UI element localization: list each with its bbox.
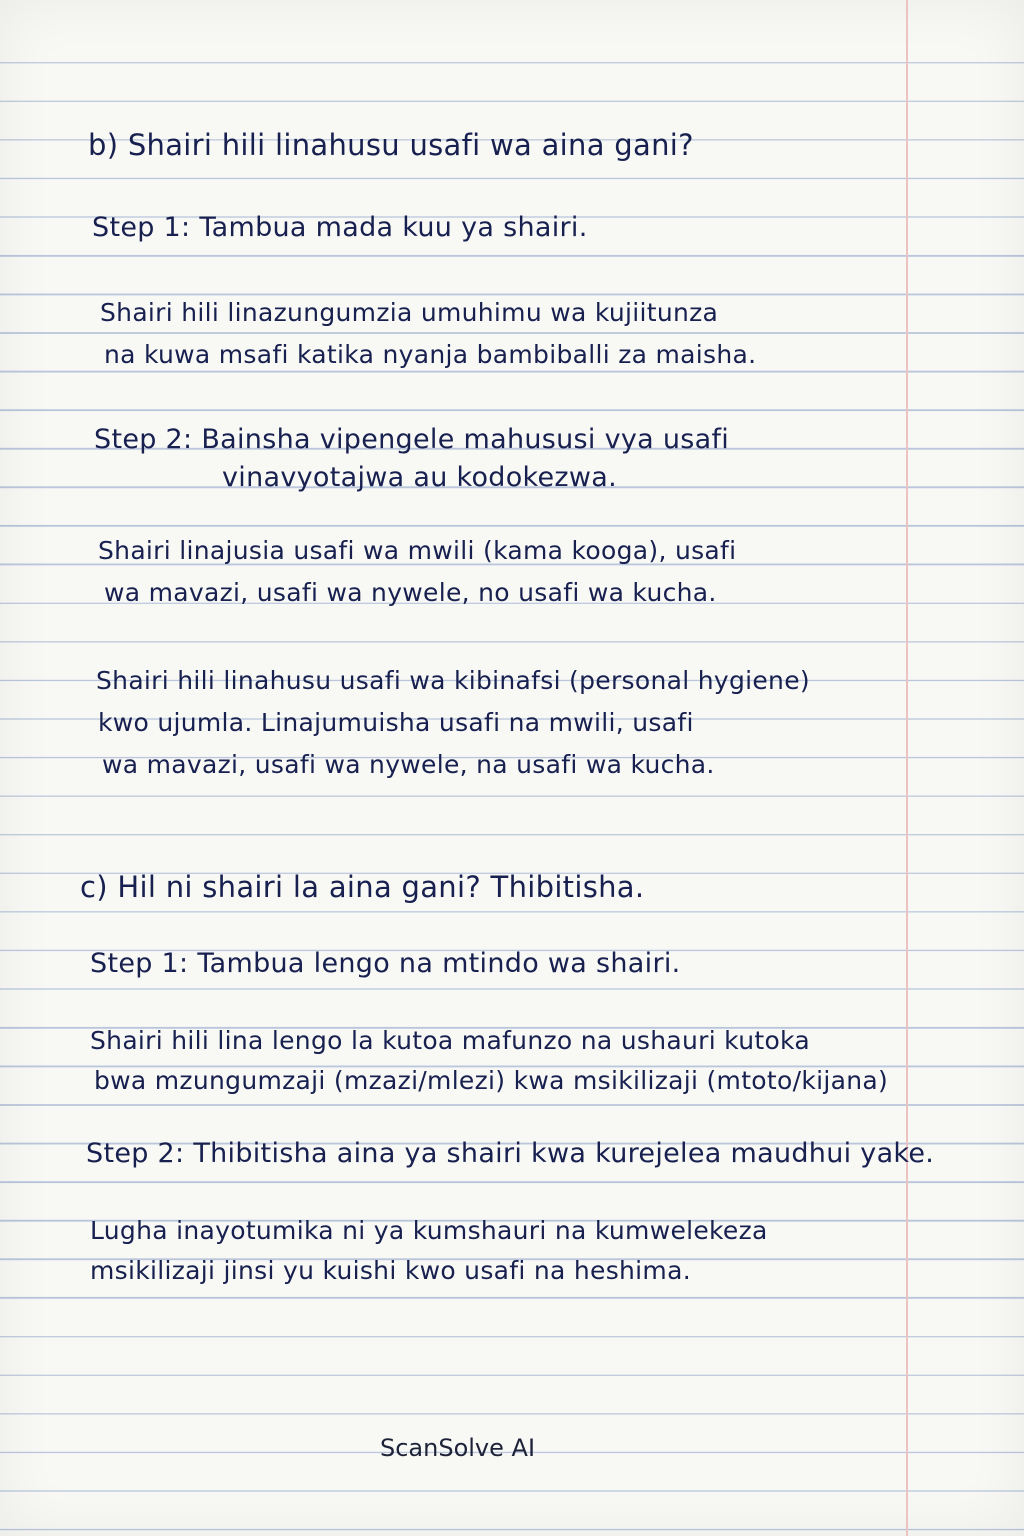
b-answer-line2: kwo ujumla. Linajumuisha usafi na mwili, usafi <box>98 708 694 737</box>
b-step2-label-cont: vinavyotajwa au kodokezwa. <box>222 462 618 493</box>
b-step2-line1: Shairi linajusia usafi wa mwili (kama kooga), usafi <box>98 536 737 565</box>
brand-footer: ScanSolve AI <box>380 1434 536 1462</box>
b-answer-line3: wa mavazi, usafi wa nywele, na usafi wa kucha. <box>102 750 715 779</box>
b-step1-label: Step 1: Tambua mada kuu ya shairi. <box>92 212 588 243</box>
question-c: c) Hil ni shairi la aina gani? Thibitisha. <box>80 870 645 904</box>
c-step2-line2: msikilizaji jinsi yu kuishi kwo usafi na heshima. <box>90 1256 691 1285</box>
b-step2-label: Step 2: Bainsha vipengele mahususi vya usafi <box>94 424 730 455</box>
c-step2-line1: Lugha inayotumika ni ya kumshauri na kumwelekeza <box>90 1216 768 1245</box>
c-step1-line2: bwa mzungumzaji (mzazi/mlezi) kwa msikilizaji (mtoto/kijana) <box>94 1066 889 1095</box>
b-step2-line2: wa mavazi, usafi wa nywele, no usafi wa kucha. <box>104 578 717 607</box>
c-step1-label: Step 1: Tambua lengo na mtindo wa shairi. <box>90 948 681 979</box>
c-step1-line1: Shairi hili lina lengo la kutoa mafunzo na ushauri kutoka <box>90 1026 810 1055</box>
b-answer-line1: Shairi hili linahusu usafi wa kibinafsi (personal hygiene) <box>96 666 810 695</box>
margin-line <box>906 0 908 1536</box>
c-step2-label: Step 2: Thibitisha aina ya shairi kwa kurejelea maudhui yake. <box>86 1138 935 1169</box>
b-step1-line1: Shairi hili linazungumzia umuhimu wa kujiitunza <box>100 298 719 327</box>
question-b: b) Shairi hili linahusu usafi wa aina gani? <box>88 128 694 162</box>
b-step1-line2: na kuwa msafi katika nyanja bambiballi za maisha. <box>104 340 757 369</box>
